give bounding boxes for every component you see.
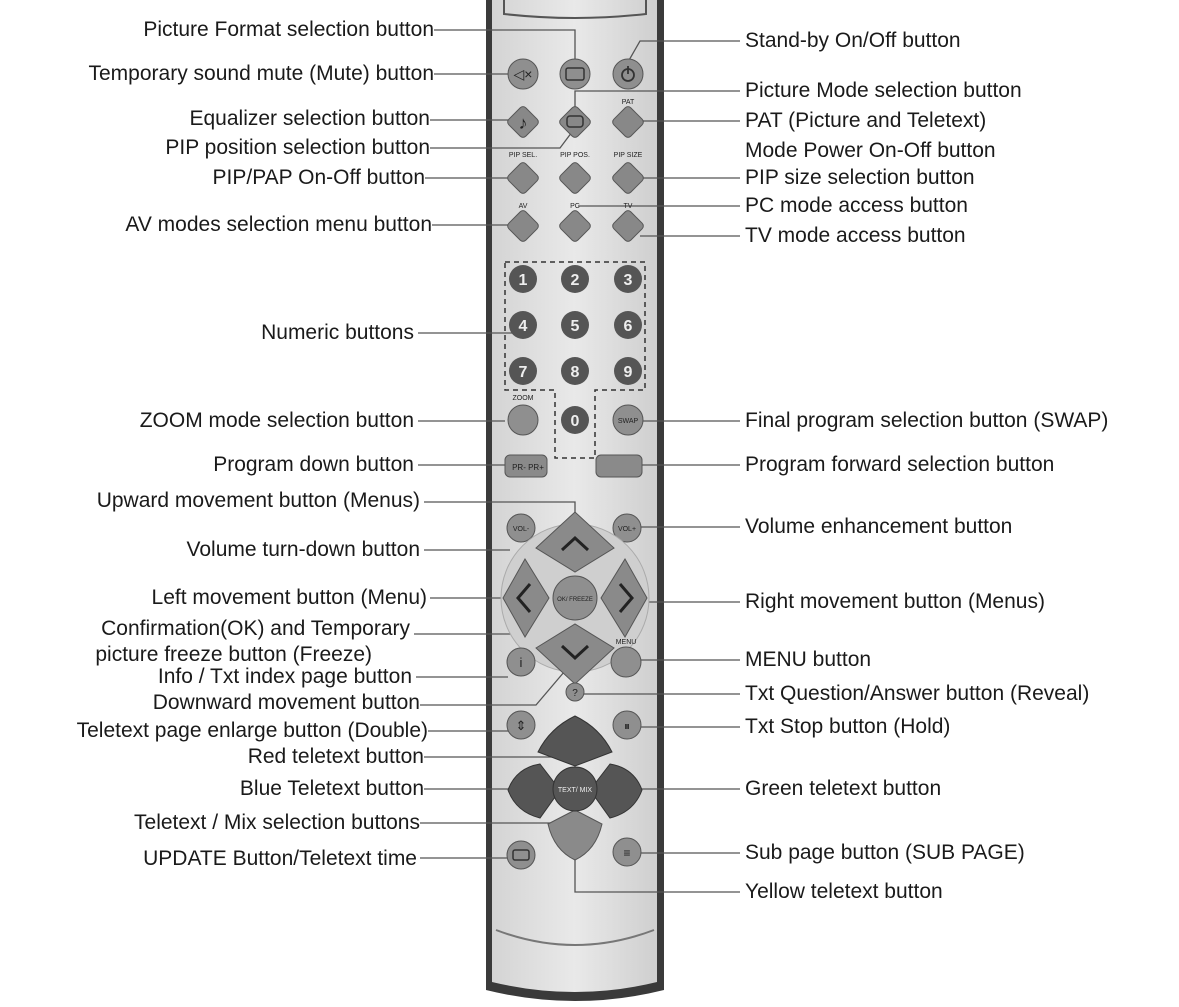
menu-key[interactable] xyxy=(611,647,641,677)
digit-3-key[interactable] xyxy=(614,265,642,293)
double-icon: ⇕ xyxy=(515,718,527,733)
label-numeric: Numeric buttons xyxy=(261,321,414,344)
label-left-movement: Left movement button (Menu) xyxy=(151,586,427,609)
label-update: UPDATE Button/Teletext time xyxy=(143,847,417,870)
program-key-label: PR- PR+ xyxy=(512,463,544,472)
label-pip-position: PIP position selection button xyxy=(165,136,430,159)
label-ok-line1: Confirmation(OK) and Temporary xyxy=(101,617,410,640)
digit-1-text: 1 xyxy=(518,272,528,289)
digit-0-key[interactable] xyxy=(561,406,589,434)
digit-5-key[interactable] xyxy=(561,311,589,339)
mute-key[interactable] xyxy=(508,59,538,89)
label-pat-line2: Mode Power On-Off button xyxy=(745,139,996,162)
label-downward: Downward movement button xyxy=(152,691,420,714)
hold-key[interactable] xyxy=(613,711,641,739)
swap-label: SWAP xyxy=(617,418,639,425)
info-icon: i xyxy=(519,655,523,670)
label-program-down: Program down button xyxy=(213,453,414,476)
program-forward-key[interactable] xyxy=(596,455,642,477)
digit-2-text: 2 xyxy=(570,272,580,289)
av-label: AV xyxy=(518,203,528,210)
zoom-key[interactable] xyxy=(508,405,538,435)
label-mute: Temporary sound mute (Mute) button xyxy=(88,62,434,85)
digit-2-key[interactable] xyxy=(561,265,589,293)
vol-plus-label: VOL+ xyxy=(617,526,637,533)
digit-9-text: 9 xyxy=(623,364,633,381)
digit-8-text: 8 xyxy=(570,364,580,381)
ok-freeze-label: OK/ FREEZE xyxy=(557,597,593,603)
label-program-forward: Program forward selection button xyxy=(745,453,1055,476)
vol-minus-label: VOL- xyxy=(512,526,530,533)
picture-format-key[interactable] xyxy=(560,59,590,89)
double-key[interactable] xyxy=(507,711,535,739)
digit-0-text: 0 xyxy=(570,413,580,430)
info-key[interactable] xyxy=(507,648,535,676)
sub-page-key[interactable] xyxy=(613,838,641,866)
label-blue: Blue Teletext button xyxy=(239,777,424,800)
digit-3-text: 3 xyxy=(623,272,633,289)
label-picture-mode: Picture Mode selection button xyxy=(745,79,1022,102)
label-zoom: ZOOM mode selection button xyxy=(139,409,414,432)
standby-key[interactable] xyxy=(613,59,643,89)
label-reveal: Txt Question/Answer button (Reveal) xyxy=(745,682,1090,705)
label-ok-line2: picture freeze button (Freeze) xyxy=(95,643,372,666)
label-upward: Upward movement button (Menus) xyxy=(96,489,420,512)
zoom-label: ZOOM xyxy=(512,395,534,402)
label-sub-page: Sub page button (SUB PAGE) xyxy=(745,841,1025,864)
pip-size-label: PIP SIZE xyxy=(613,152,643,159)
label-text-mix: Teletext / Mix selection buttons xyxy=(134,811,420,834)
digit-4-key[interactable] xyxy=(509,311,537,339)
label-volume-down: Volume turn-down button xyxy=(186,538,420,561)
label-pip-pap: PIP/PAP On-Off button xyxy=(212,166,425,189)
digit-7-text: 7 xyxy=(518,364,528,381)
text-mix-label: TEXT/ MIX xyxy=(557,787,593,794)
label-equalizer: Equalizer selection button xyxy=(189,107,430,130)
label-yellow: Yellow teletext button xyxy=(745,880,943,903)
label-info: Info / Txt index page button xyxy=(157,665,412,688)
label-tv-mode: TV mode access button xyxy=(745,224,966,247)
label-hold: Txt Stop button (Hold) xyxy=(745,715,951,738)
pip-sel-label: PIP SEL. xyxy=(508,152,538,159)
label-picture-format: Picture Format selection button xyxy=(143,18,434,41)
label-right-movement: Right movement button (Menus) xyxy=(745,590,1045,613)
pc-label: PC xyxy=(570,203,580,210)
svg-text:◁×: ◁× xyxy=(513,66,533,82)
tv-label: TV xyxy=(623,203,633,210)
digit-1-key[interactable] xyxy=(509,265,537,293)
label-green: Green teletext button xyxy=(745,777,942,800)
pip-pos-label: PIP POS. xyxy=(560,152,590,159)
digit-8-key[interactable] xyxy=(561,357,589,385)
sub-page-icon: ≡ xyxy=(623,846,631,860)
digit-9-key[interactable] xyxy=(614,357,642,385)
digit-7-key[interactable] xyxy=(509,357,537,385)
update-key[interactable] xyxy=(507,841,535,869)
label-double: Teletext page enlarge button (Double) xyxy=(76,719,428,742)
digit-6-text: 6 xyxy=(623,318,633,335)
pat-key-label: PAT xyxy=(621,99,635,106)
label-pat-line1: PAT (Picture and Teletext) xyxy=(745,109,987,132)
menu-label: MENU xyxy=(615,639,637,646)
label-swap: Final program selection button (SWAP) xyxy=(745,409,1109,432)
reveal-icon: ? xyxy=(572,688,578,699)
digit-5-text: 5 xyxy=(570,318,580,335)
svg-text:♪: ♪ xyxy=(518,113,528,133)
label-pc-mode: PC mode access button xyxy=(745,194,968,217)
label-av-modes: AV modes selection menu button xyxy=(125,213,432,236)
label-volume-up: Volume enhancement button xyxy=(745,515,1013,538)
label-pip-size: PIP size selection button xyxy=(745,166,975,189)
reveal-key[interactable] xyxy=(566,683,584,701)
hold-icon: ⏸ xyxy=(623,719,631,733)
label-red: Red teletext button xyxy=(247,745,424,768)
label-menu: MENU button xyxy=(745,648,872,671)
label-standby: Stand-by On/Off button xyxy=(745,29,961,52)
digit-6-key[interactable] xyxy=(614,311,642,339)
digit-4-text: 4 xyxy=(518,318,528,335)
